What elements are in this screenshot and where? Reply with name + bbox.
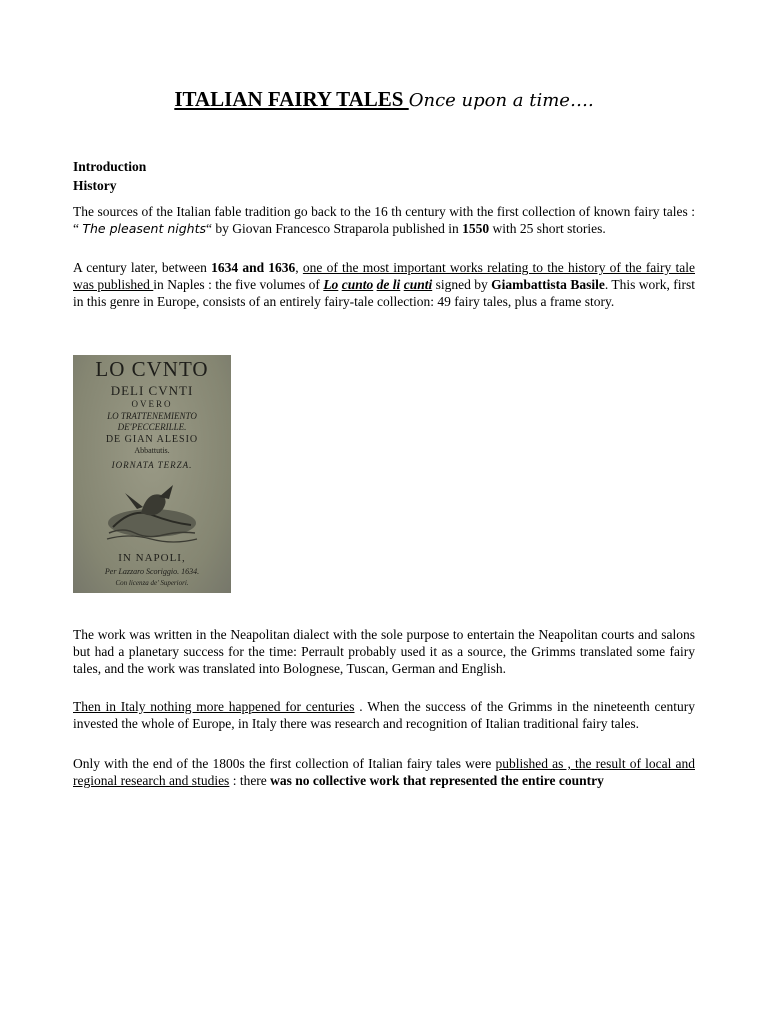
year-1550: 1550: [462, 221, 490, 236]
paragraph-collection: [73, 755, 695, 789]
cover-line-1: LO CVNTO: [95, 357, 209, 381]
work-title-word-1: Lo: [323, 277, 339, 292]
p2-text-5: . This work, first in this genre in Europe, consists of an entirely fairy-tale collection: 49 fairy tales, plus a frame story.: [73, 277, 696, 309]
p5-text-2: : there: [229, 773, 271, 788]
years-1634-1636: 1634 and 1636: [211, 260, 296, 275]
p5-text-1: Only with the end of the 1800s the first collection of Italian fairy tales were: [73, 756, 496, 771]
cover-line-6: DE GIAN ALESIO: [105, 434, 199, 445]
cover-line-4: LO TRATTENEMIENTO: [107, 411, 197, 421]
p1-text-2: “ by Giovan Francesco Straparola published in: [206, 221, 463, 236]
work-title-word-3: de li: [376, 277, 401, 292]
p5-bold: was no collective work that represented the entire country: [270, 773, 604, 788]
cover-line-10: Per Lazzaro Scoriggio. 1634.: [104, 567, 200, 576]
cover-line-8: IORNATA TERZA.: [111, 460, 193, 470]
document-title: [73, 86, 695, 114]
cover-line-3: OVERO: [131, 399, 173, 409]
author-basile: Giambattista Basile: [491, 277, 605, 292]
p1-text-3: with 25 short stories.: [489, 221, 606, 236]
paragraph-centuries: [73, 698, 695, 732]
heading-history: History: [73, 178, 117, 193]
cover-line-2: DELI CVNTI: [110, 383, 194, 398]
work-title-word-4: cunti: [403, 277, 433, 292]
p2-underlined: one of the most important works relating to the history of the fairy tale was published: [73, 260, 695, 292]
title-subtitle: Once upon a time….: [408, 90, 594, 111]
cover-line-7: Abbattutis.: [134, 446, 170, 455]
p3-text: The work was written in the Neapolitan dialect with the sole purpose to entertain the Neapolitan courts and salons but had a planetary success for the time: Perrault probably used it as a source, the Grimms translated some fairy tales, and the work was translated into Bolognese, Tuscan, German and English.: [73, 627, 695, 676]
title-main: ITALIAN FAIRY TALES: [174, 87, 409, 111]
cover-line-11: Con licenza de' Superiori.: [115, 579, 189, 587]
p5-underlined: published as , the result of local and regional research and studies: [73, 756, 695, 788]
p2-text-2: ,: [295, 260, 303, 275]
cover-line-5: DE'PECCERILLE.: [117, 422, 187, 432]
p4-underlined: Then in Italy nothing more happened for centuries: [73, 699, 355, 714]
p2-text-4: signed by: [432, 277, 492, 292]
work-title-word-2: cunto: [341, 277, 374, 292]
paragraph-sources: [73, 203, 695, 237]
p2-text-1: A century later, between: [73, 260, 212, 275]
heading-introduction: Introduction: [73, 159, 147, 174]
p1-text-1: The sources of the Italian fable tradition go back to the 16 th century with the first collection of known fairy tales : “: [73, 204, 695, 236]
paragraph-basile: [73, 259, 695, 310]
book-cover-image: [73, 355, 231, 593]
paragraph-dialect: [73, 626, 695, 677]
p4-text: . When the success of the Grimms in the nineteenth century invested the whole of Europe, in Italy there was research and recognition of Italian traditional fairy tales.: [73, 699, 695, 731]
cover-line-9: IN NAPOLI,: [118, 552, 186, 564]
printer-emblem-icon: [103, 477, 201, 543]
book-title-pleasent-nights: The pleasent nights: [82, 221, 207, 236]
p2-text-3: in Naples : the five volumes of: [153, 277, 324, 292]
